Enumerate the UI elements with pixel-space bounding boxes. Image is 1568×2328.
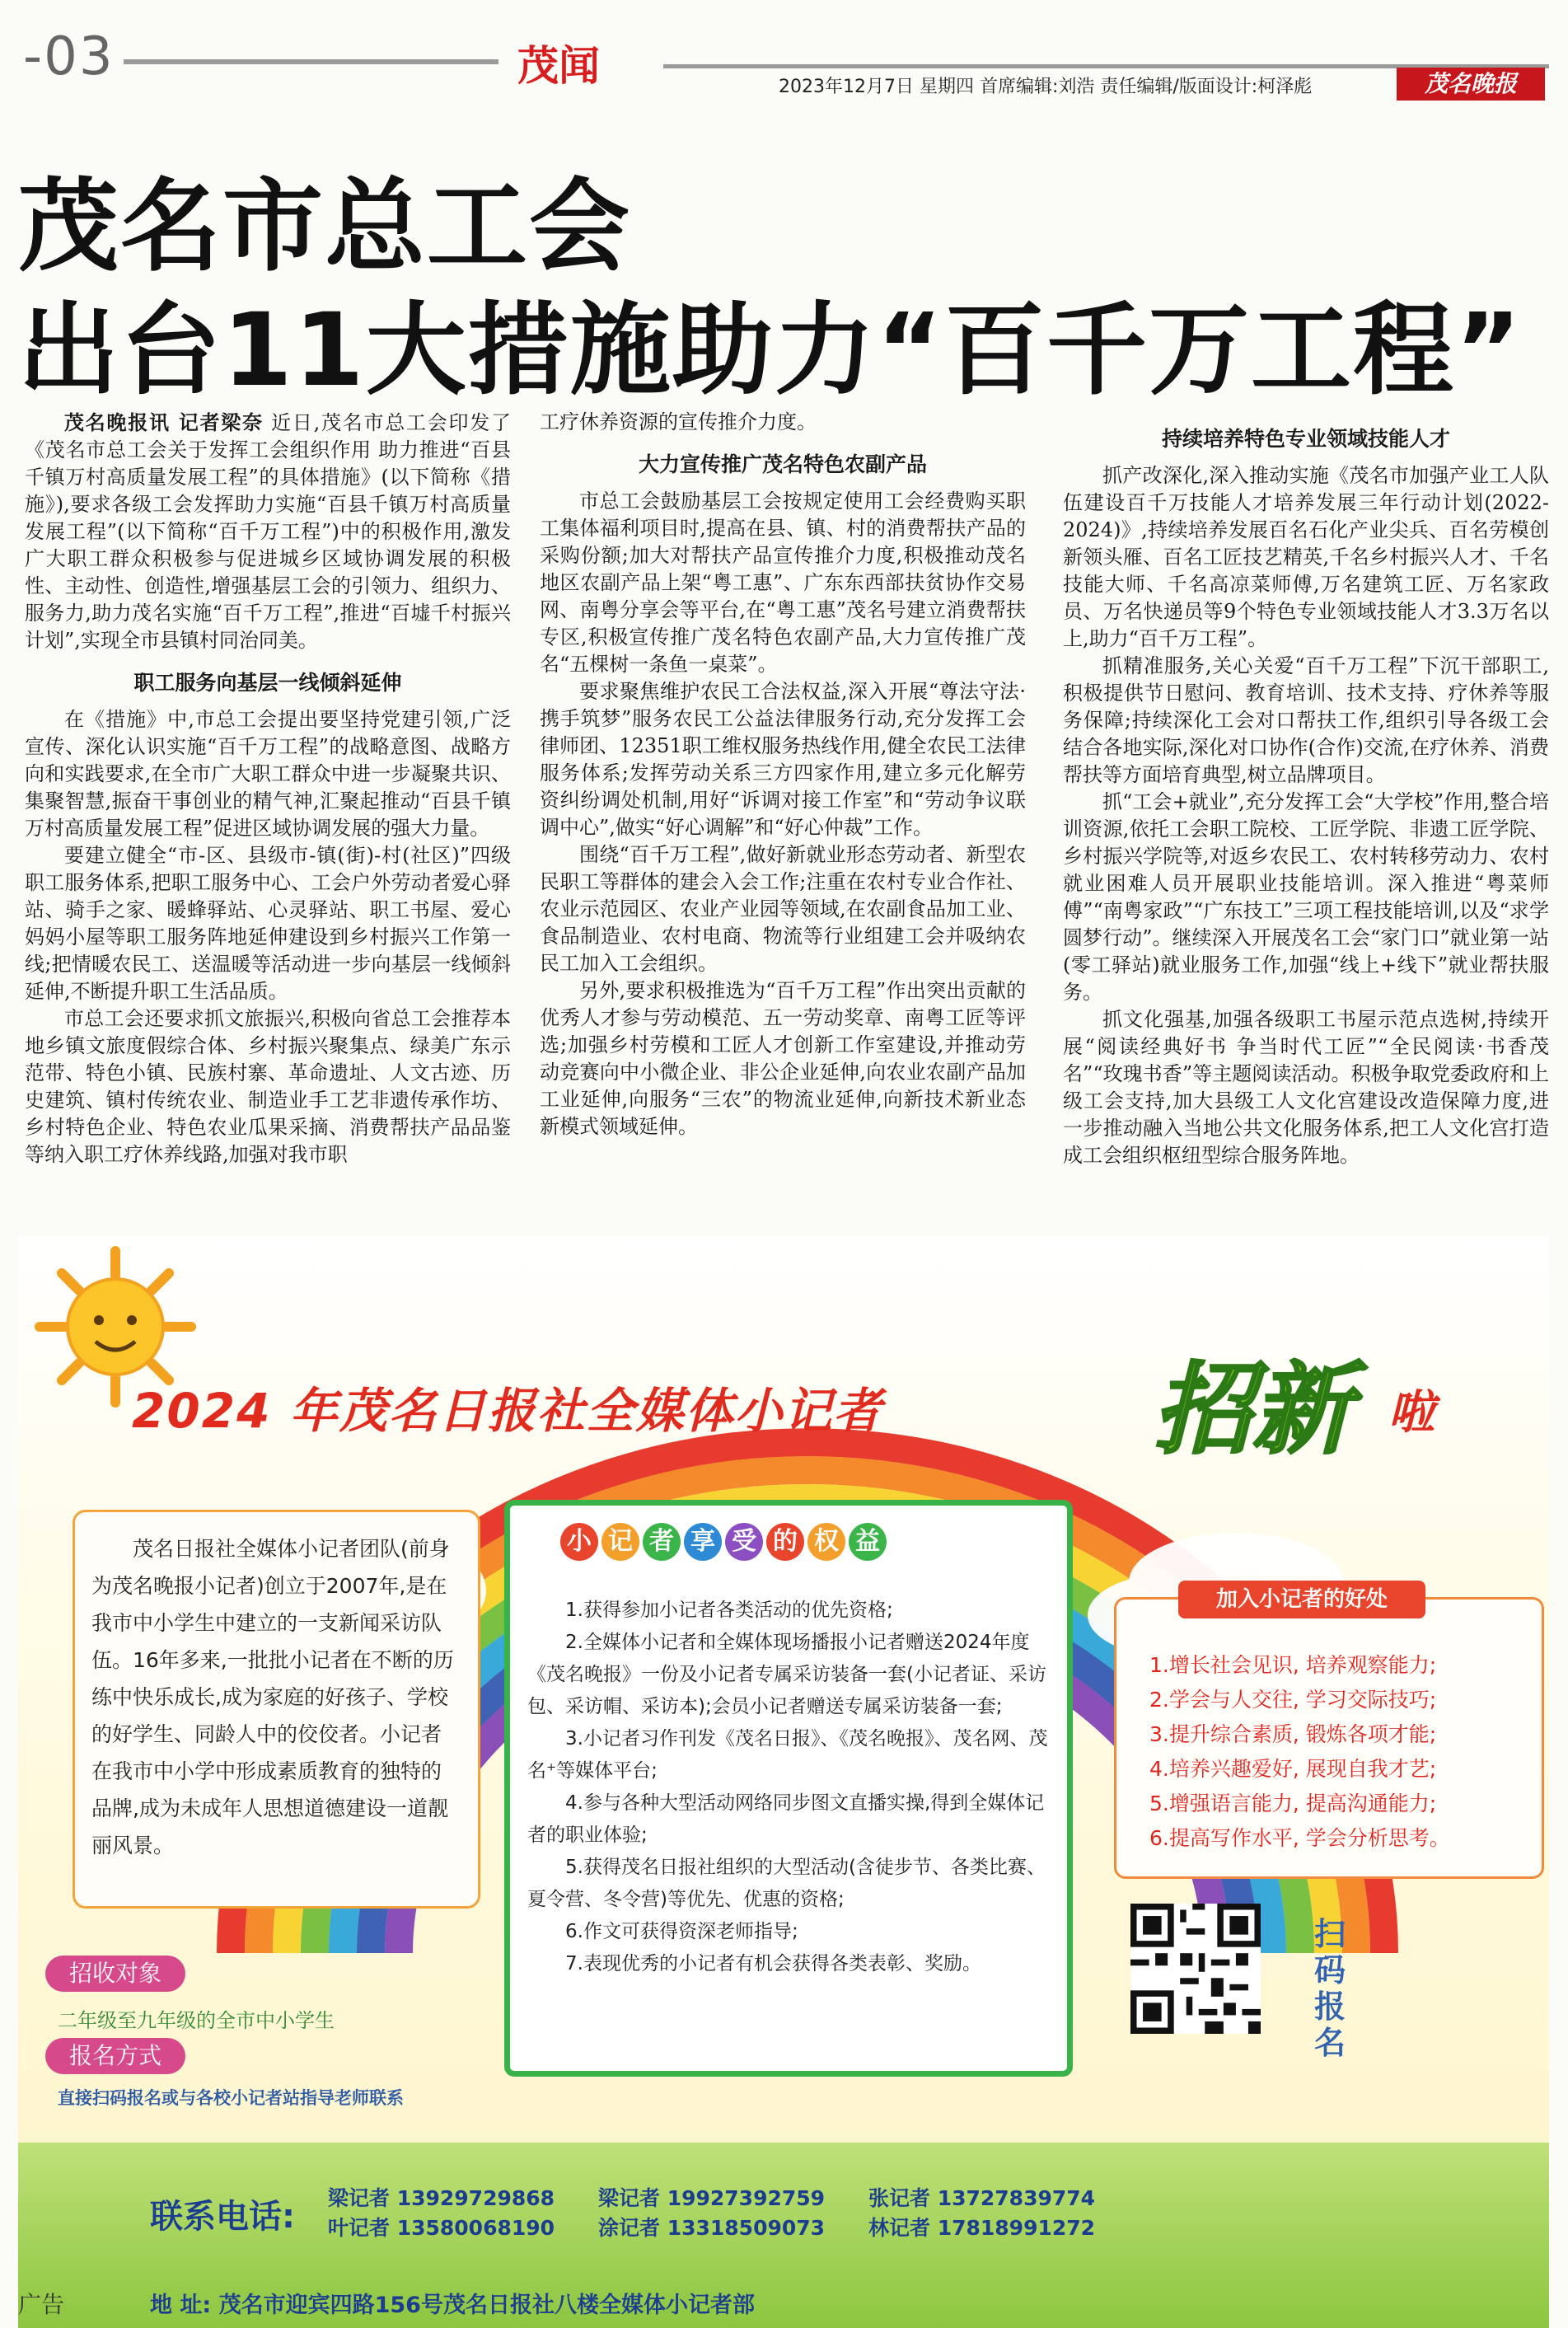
- scan-signup-label: 扫码报名: [1314, 1916, 1346, 2061]
- rights-title: [560, 1523, 890, 1561]
- rights-item: 2.全媒体小记者和全媒体现场播报小记者赠送2024年度《茂名晚报》一份及小记者专属采访装备一套(小记者证、采访包、采访帽、采访本);会员小记者赠送专属采访装备一套;: [527, 1632, 1046, 1717]
- signup-text: 直接扫码报名或与各校小记者站指导老师联系: [58, 2088, 404, 2108]
- contact-label: 联系电话:: [150, 2198, 295, 2236]
- byline: 茂名晚报讯 记者梁奈: [64, 410, 264, 434]
- rights-item: 1.获得参加小记者各类活动的优先资格;: [565, 1600, 893, 1621]
- contact-item: 叶记者 13580068190: [328, 2216, 555, 2240]
- rights-title-char: 者: [643, 1523, 681, 1561]
- article-column-2: [540, 409, 1026, 1141]
- benefit-item: 6.提高写作水平, 学会分析思考。: [1149, 1826, 1450, 1850]
- ad-title-zhaoxin: 招新: [1154, 1353, 1351, 1468]
- contact-item: 梁记者 19927392759: [598, 2186, 826, 2210]
- intro-box: [73, 1510, 480, 1909]
- rights-item: 3.小记者习作刊发《茂名日报》、《茂名晚报》、茂名网、茂名⁺等媒体平台;: [527, 1728, 1048, 1782]
- address: 地 址: 茂名市迎宾四路156号茂名日报社八楼全媒体小记者部: [150, 2293, 755, 2318]
- rights-title-char: 的: [766, 1523, 804, 1561]
- headline-line2: 出台11大措施助力“百千万工程”: [18, 292, 1524, 409]
- intro-text: 茂名日报社全媒体小记者团队(前身为茂名晚报小记者)创立于2007年,是在我市中小学生中建立的一支新闻采访队伍。16年多来,一批批小记者在不断的历练中快乐成长,成为家庭的好孩子、学校的好学生、同龄人中的佼佼者。小记者在我市中小学中形成素质教育的独特的品牌,成为未成年人思想道德建设一道靓丽风景。: [91, 1537, 454, 1857]
- benefit-item: 5.增强语言能力, 提高沟通能力;: [1149, 1792, 1437, 1815]
- article-column-1: [25, 409, 511, 1169]
- header-rule-left: [124, 59, 498, 64]
- target-text: 二年级至九年级的全市中小学生: [58, 2009, 335, 2032]
- rights-list: [527, 1595, 1055, 1980]
- rights-title-char: 权: [807, 1523, 845, 1561]
- article-paragraph: 要建立健全“市-区、县级市-镇(街)-村(社区)”四级职工服务体系,把职工服务中心、工会户外劳动者爱心驿站、骑手之家、暖蜂驿站、心灵驿站、职工书屋、爱心妈妈小屋等职工服务阵地延伸建设到乡村振兴工作第一线;把情暖农民工、送温暖等活动进一步向基层一线倾斜延伸,不断提升职工生活品质。: [25, 844, 511, 1003]
- article-paragraph: 市总工会鼓励基层工会按规定使用工会经费购买职工集体福利项目时,提高在县、镇、村的消费帮扶产品的采购份额;加大对帮扶产品宣传推介力度,积极推动茂名地区农副产品上架“粤工惠”、广东东西部扶贫协作交易网、南粤分享会等平台,在“粤工惠”茂名号建立消费帮扶专区,积极宣传推广茂名特色农副产品,大力宣传推广茂名“五棵树一条鱼一桌菜”。: [540, 489, 1026, 676]
- article-paragraph: 抓产改深化,深入推动实施《茂名市加强产业工人队伍建设百千万技能人才培养发展三年行动计划(2022-2024)》,持续培养发展百名石化产业尖兵、百名劳模创新领头雁、百名工匠技艺精英,千名乡村振兴人才、千名技能大师、千名高凉菜师傅,万名建筑工匠、万名家政员、万名快递员等9个特色专业领域技能人才3.3万名以上,助力“百千万工程”。: [1063, 464, 1549, 650]
- subheading: 职工服务向基层一线倾斜延伸: [133, 671, 402, 695]
- contact-item: 林记者 17818991272: [868, 2216, 1096, 2240]
- article-paragraph: 在《措施》中,市总工会提出要坚持党建引领,广泛宣传、深化认识实施“百千万工程”的战略意图、战略方向和实践要求,在全市广大职工群众中进一步凝聚共识、集聚智慧,振奋干事创业的精气神,汇聚起推动“百县千镇万村高质量发展工程”促进区域协调发展的强大力量。: [25, 708, 511, 840]
- contact-item: 梁记者 13929729868: [328, 2186, 555, 2210]
- headline-line1: 茂名市总工会: [18, 168, 631, 285]
- benefits-title: 加入小记者的好处: [1178, 1581, 1425, 1618]
- rights-item: 5.获得茂名日报社组织的大型活动(含徒步节、各类比赛、夏令营、冬令营)等优先、优惠的资格;: [527, 1857, 1046, 1910]
- benefits-list: [1149, 1648, 1450, 1856]
- rights-title-char: 受: [725, 1523, 763, 1561]
- rights-title-char: 益: [849, 1523, 887, 1561]
- benefit-item: 1.增长社会见识, 培养观察能力;: [1149, 1653, 1437, 1677]
- rights-title-char: 小: [560, 1523, 598, 1561]
- article-paragraph: 抓文化强基,加强各级职工书屋示范点选树,持续开展“阅读经典好书 争当时代工匠”“全民阅读·书香茂名”“玫瑰书香”等主题阅读活动。积极争取党委政府和上级工会支持,加大县级工人文化宫建设改造保障力度,进一步推动融入当地公共文化服务体系,把工人文化宫打造成工会组织枢纽型综合服务阵地。: [1063, 1008, 1549, 1167]
- newspaper-logo: 茂名晚报: [1397, 68, 1545, 101]
- contact-list: [328, 2184, 1139, 2243]
- signup-label: 报名方式: [45, 2038, 185, 2074]
- target-label: 招收对象: [45, 1956, 185, 1992]
- article-paragraph: 另外,要求积极推选为“百千万工程”作出突出贡献的优秀人才参与劳动模范、五一劳动奖章、南粤工匠等评选;加强乡村劳模和工匠人才创新工作室建设,并推动劳动竞赛向中小微企业、非公企业延伸,向农业农副产品加工业延伸,向服务“三农”的物流业延伸,向新技术新业态新模式领域延伸。: [540, 979, 1026, 1138]
- headline: [18, 165, 1523, 412]
- rights-title-char: 享: [684, 1523, 722, 1561]
- article-column-3: [1063, 409, 1549, 1169]
- subheading: 大力宣传推广茂名特色农副产品: [638, 452, 927, 476]
- contact-item: 涂记者 13318509073: [598, 2216, 826, 2240]
- article-paragraph: 茂名晚报讯 记者梁奈 近日,茂名市总工会印发了《茂名市总工会关于发挥工会组织作用 助力推进“百县千镇万村高质量发展工程”的具体措施》(以下简称《措施》),要求各级工会发挥助力实施“百县千镇万村高质量发展工程”(以下简称“百千万工程”)中的积极作用,激发广大职工群众积极参与促进城乡区域协调发展的积极性、主动性、创造性,增强基层工会的引领力、组织力、服务力,助力茂名实施“百千万工程”,推进“百墟千村振兴计划”,实现全市县镇村同治同美。: [25, 410, 511, 652]
- qr-code-icon[interactable]: [1130, 1904, 1261, 2034]
- contact-row: [328, 2213, 1139, 2243]
- ad-title: 2024 年茂名日报社全媒体小记者: [132, 1383, 883, 1439]
- rights-title-char: 记: [601, 1523, 639, 1561]
- benefit-item: 2.学会与人交往, 学习交际技巧;: [1149, 1688, 1437, 1712]
- rights-item: 6.作文可获得资深老师指导;: [565, 1921, 798, 1942]
- rights-item: 7.表现优秀的小记者有机会获得各类表彰、奖励。: [565, 1953, 981, 1974]
- article-paragraph: 围绕“百千万工程”,做好新就业形态劳动者、新型农民职工等群体的建会入会工作;注重在农村专业合作社、农业示范园区、农业产业园等领域,在农副食品加工业、食品制造业、农村电商、物流等行业组建工会并吸纳农民工加入工会组织。: [540, 843, 1026, 975]
- ad-tag: 广告: [18, 2291, 65, 2318]
- article-paragraph: 抓精准服务,关心关爱“百千万工程”下沉干部职工,积极提供节日慰问、教育培训、技术支持、疗休养等服务保障;持续深化工会对口帮扶工作,组织引导各级工会结合各地实际,深化对口协作(合作)交流,在疗休养、消费帮扶等方面培育典型,树立品牌项目。: [1063, 654, 1549, 786]
- article-paragraph: 市总工会还要求抓文旅振兴,积极向省总工会推荐本地乡镇文旅度假综合体、乡村振兴聚集点、绿美广东示范带、特色小镇、民族村寨、革命遗址、人文古迹、历史建筑、镇村传统农业、制造业手工艺非遗传承作坊、乡村特色企业、特色农业瓜果采摘、消费帮扶产品品鉴等纳入职工疗休养线路,加强对我市职: [25, 1007, 511, 1166]
- contact-row: [328, 2184, 1139, 2213]
- rights-item: 4.参与各种大型活动网络同步图文直播实操,得到全媒体记者的职业体验;: [527, 1792, 1045, 1846]
- article-paragraph: 抓“工会+就业”,充分发挥工会“大学校”作用,整合培训资源,依托工会职工院校、工匠学院、非遗工匠学院、乡村振兴学院等,对返乡农民工、农村转移劳动力、农村就业困难人员开展职业技能培训。深入推进“粤菜师傅”“南粤家政”“广东技工”三项工程技能培训,以及“求学圆梦行动”。继续深入开展茂名工会“家门口”就业第一站(零工驿站)就业服务工作,加强“线上+线下”就业帮扶服务。: [1063, 790, 1549, 1004]
- article-paragraph: 要求聚焦维护农民工合法权益,深入开展“尊法守法·携手筑梦”服务农民工公益法律服务行动,充分发挥工会律师团、12351职工维权服务热线作用,健全农民工法律服务体系;发挥劳动关系三方四家作用,建立多元化解劳资纠纷调处机制,用好“诉调对接工作室”和“劳动争议联调中心”,做实“好心调解”和“好心仲裁”工作。: [540, 680, 1026, 839]
- subheading: 持续培养特色专业领域技能人才: [1161, 427, 1450, 451]
- contact-item: 张记者 13727839774: [868, 2186, 1096, 2210]
- benefit-item: 3.提升综合素质, 锻炼各项才能;: [1149, 1722, 1437, 1746]
- issue-info: 2023年12月7日 星期四 首席编辑:刘浩 责任编辑/版面设计:柯泽彪: [779, 77, 1313, 97]
- page-number: -03: [23, 26, 115, 87]
- section-tag: 茂闻: [517, 42, 600, 90]
- article-paragraph: 工疗休养资源的宣传推介力度。: [540, 410, 817, 433]
- ad-title-la: 啦: [1388, 1386, 1435, 1440]
- benefit-item: 4.培养兴趣爱好, 展现自我才艺;: [1149, 1757, 1437, 1781]
